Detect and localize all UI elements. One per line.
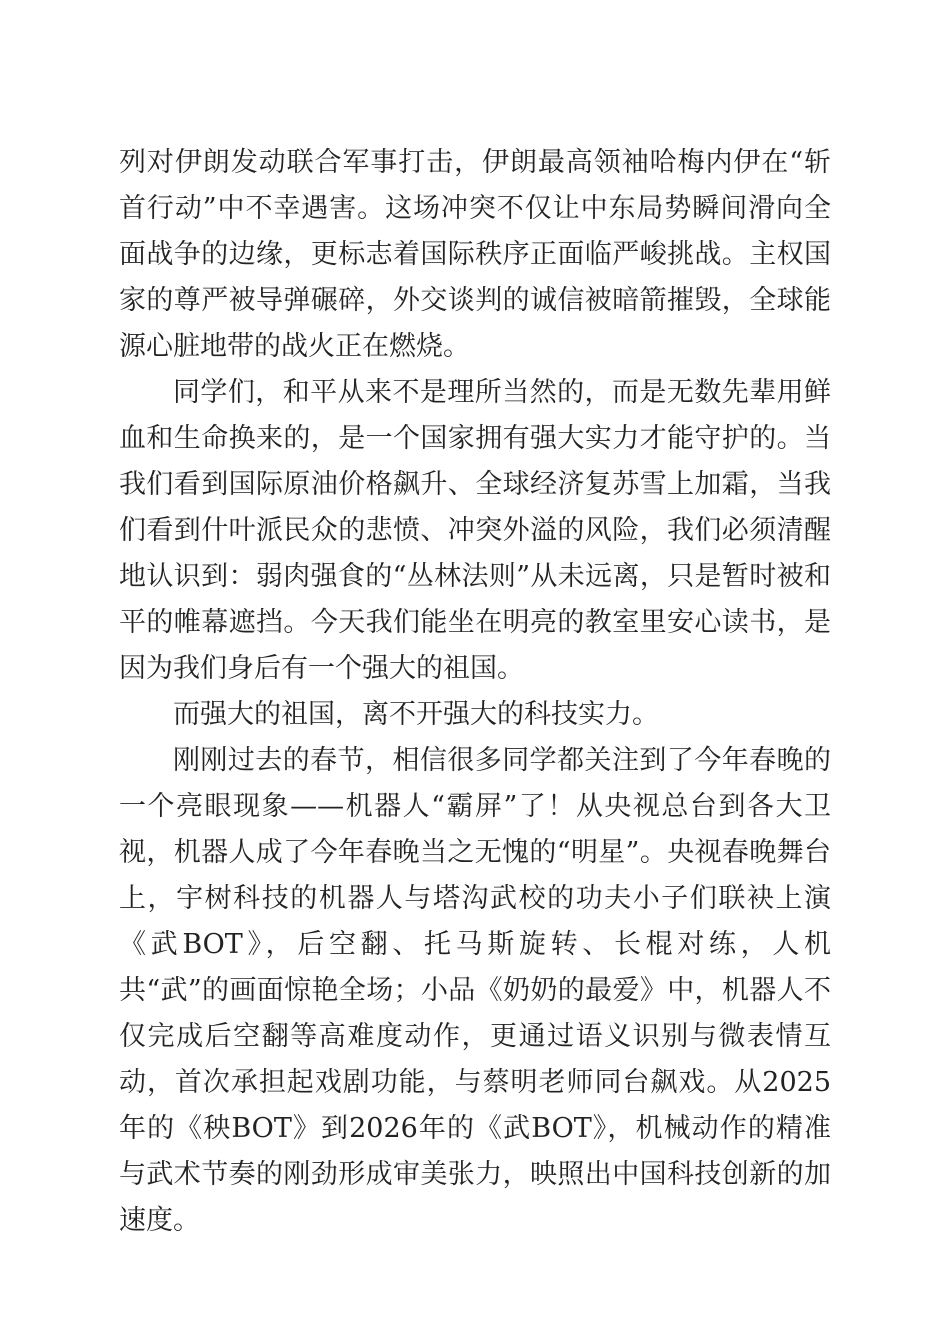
paragraph-tech-strength: 而强大的祖国，离不开强大的科技实力。 bbox=[173, 699, 659, 730]
paragraph-spring-gala-robots: 刚刚过去的春节，相信很多同学都关注到了今年春晚的一个亮眼现象——机器人“霸屏”了！从央视总台到各大卫视，机器人成了今年春晚当之无愧的“明星”。央视春晚舞台上，宇树科技的机器人与塔沟武校的功夫小子们联袂上演《武BOT》，后空翻、托马斯旋转、长棍对练，人机共“武”的画面惊艳全场；小品《奶奶的最爱》中，机器人不仅完成后空翻等高难度动作，更通过语义识别与微表情互动，首次承担起戏剧功能，与蔡明老师同台飙戏。从2025年的《秧BOT》到2026年的《武BOT》，机械动作的精准与武术节奏的刚劲形成审美张力，映照出中国科技创新的加速度。 bbox=[119, 745, 831, 1236]
body-text bbox=[119, 140, 831, 1244]
paragraph-peace: 同学们，和平从来不是理所当然的，而是无数先辈用鲜血和生命换来的，是一个国家拥有强大实力才能守护的。当我们看到国际原油价格飙升、全球经济复苏雪上加霜，当我们看到什叶派民众的悲愤、冲突外溢的风险，我们必须清醒地认识到：弱肉强食的“丛林法则”从未远离，只是暂时被和平的帷幕遮挡。今天我们能坐在明亮的教室里安心读书，是因为我们身后有一个强大的祖国。 bbox=[119, 377, 831, 684]
paragraph-continuation: 列对伊朗发动联合军事打击，伊朗最高领袖哈梅内伊在“斩首行动”中不幸遇害。这场冲突不仅让中东局势瞬间滑向全面战争的边缘，更标志着国际秩序正面临严峻挑战。主权国家的尊严被导弹碾碎，外交谈判的诚信被暗箭摧毁，全球能源心脏地带的战火正在燃烧。 bbox=[119, 147, 831, 362]
